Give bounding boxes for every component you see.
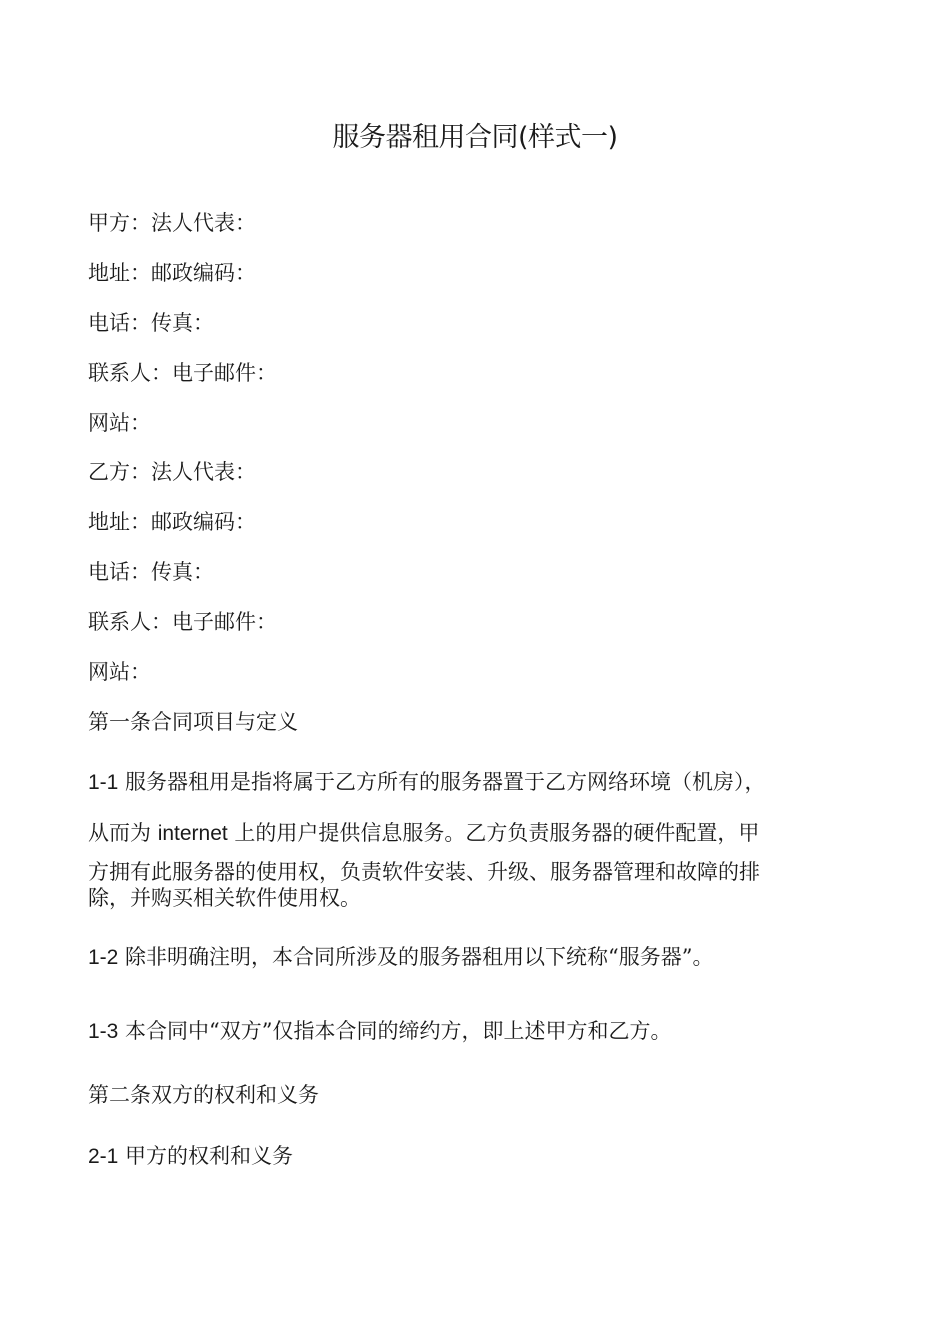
clause-1-3 bbox=[88, 1016, 672, 1047]
clause-text: 除非明确注明，本合同所涉及的服务器租用以下统称“服务器”。 bbox=[125, 945, 714, 969]
party-b-website-line: 网站： bbox=[88, 660, 151, 684]
clause-text: 甲方的权利和义务 bbox=[125, 1144, 294, 1168]
clause-number: 1-1 bbox=[88, 771, 119, 794]
clause-text: 除，并购买相关软件使用权。 bbox=[88, 886, 361, 910]
document-title: 服务器租用合同(样式一) bbox=[332, 122, 618, 153]
article-1-heading: 第一条合同项目与定义 bbox=[88, 710, 298, 734]
clause-text: 本合同中“双方”仅指本合同的缔约方，即上述甲方和乙方。 bbox=[125, 1019, 672, 1043]
party-b-phone-line: 电话：传真： bbox=[88, 560, 214, 584]
clause-1-2 bbox=[88, 942, 714, 973]
clause-text: 方拥有此服务器的使用权，负责软件安装、升级、服务器管理和故障的排 bbox=[88, 860, 760, 884]
clause-2-1 bbox=[88, 1141, 293, 1172]
clause-text: 上的用户提供信息服务。乙方负责服务器的硬件配置，甲 bbox=[234, 821, 760, 845]
party-b-contact-line: 联系人：电子邮件： bbox=[88, 610, 277, 634]
clause-1-1 bbox=[88, 767, 878, 911]
party-b-name-line: 乙方：法人代表： bbox=[88, 460, 256, 484]
party-a-contact-line: 联系人：电子邮件： bbox=[88, 361, 277, 385]
party-a-address-line: 地址：邮政编码： bbox=[88, 261, 256, 285]
clause-number: 1-2 bbox=[88, 946, 119, 969]
party-a-phone-line: 电话：传真： bbox=[88, 311, 214, 335]
party-b-address-line: 地址：邮政编码： bbox=[88, 510, 256, 534]
article-2-heading: 第二条双方的权利和义务 bbox=[88, 1083, 319, 1107]
clause-text: 服务器租用是指将属于乙方所有的服务器置于乙方网络环境（机房）， bbox=[125, 770, 766, 794]
clause-number: 1-3 bbox=[88, 1020, 119, 1043]
clause-number: 2-1 bbox=[88, 1145, 119, 1168]
clause-text: 从而为 bbox=[88, 821, 151, 845]
internet-word: internet bbox=[157, 822, 228, 845]
party-a-website-line: 网站： bbox=[88, 411, 151, 435]
party-a-name-line: 甲方：法人代表： bbox=[88, 211, 256, 235]
